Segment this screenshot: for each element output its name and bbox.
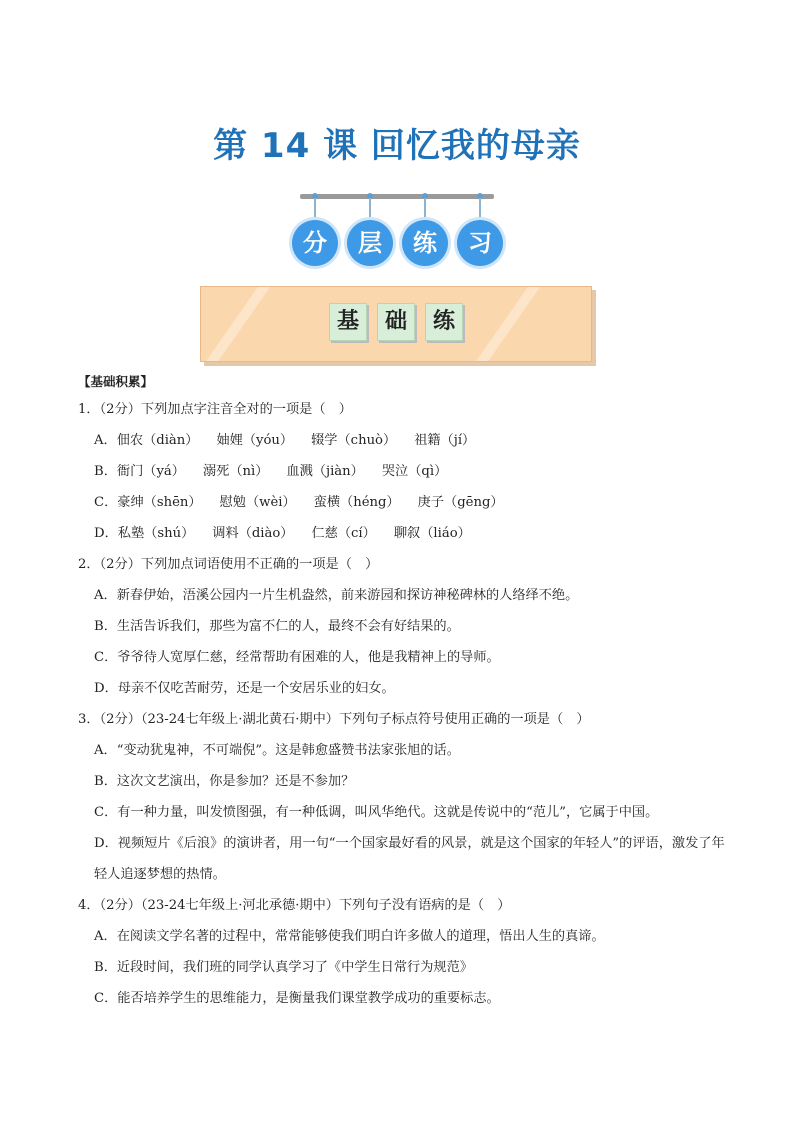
question-4-option-a: A．在阅读文学名著的过程中，常常能够使我们明白许多做人的道理，悟出人生的真谛。 [94, 929, 605, 944]
question-3-option-c: C．有一种力量，叫发愤图强，有一种低调，叫风华绝代。这就是传说中的“范儿”，它属于中国。 [94, 805, 659, 820]
circle-ceng: 层 [347, 220, 393, 266]
option-word: 蛮横（héng） [313, 495, 400, 510]
circle-xi: 习 [457, 220, 503, 266]
page-title: 第 14 课 回忆我的母亲 [213, 126, 581, 166]
section-banner [200, 286, 592, 362]
option-word: 调料（diào） [212, 526, 294, 541]
banner-tile: 练 [425, 303, 463, 341]
question-1-stem: 1．（2分）下列加点字注音全对的一项是（ ） [78, 402, 352, 417]
option-word: 庚子（gēng） [417, 495, 504, 510]
option-word: C．豪绅（shēn） [94, 495, 202, 510]
option-word: 哭泣（qì） [381, 464, 448, 479]
question-2-option-a: A．新春伊始，浯溪公园内一片生机盎然，前来游园和探访神秘碑林的人络绎不绝。 [94, 588, 579, 603]
circle-lian: 练 [402, 220, 448, 266]
option-word: A．佃农（diàn） [94, 433, 199, 448]
question-3-stem: 3．（2分）（23-24七年级上·湖北黄石·期中）下列句子标点符号使用正确的一项是（ ） [78, 712, 590, 727]
question-2-stem: 2．（2分）下列加点词语使用不正确的一项是（ ） [78, 557, 379, 572]
question-1-option-c [78, 487, 728, 518]
option-word: 辍学（chuò） [311, 433, 397, 448]
circle-fen: 分 [292, 220, 338, 266]
exercise-content [78, 370, 728, 1014]
banner-tile: 础 [377, 303, 415, 341]
question-4-option-b: B．近段时间，我们班的同学认真学习了《中学生日常行为规范》 [94, 960, 473, 975]
question-3-option-b: B．这次文艺演出，你是参加？还是不参加？ [94, 774, 355, 789]
banner-label [201, 303, 591, 341]
question-4-option-c: C．能否培养学生的思维能力，是衡量我们课堂教学成功的重要标志。 [94, 991, 500, 1006]
option-word: 仁慈（cí） [311, 526, 376, 541]
option-word: 慰勉（wèi） [219, 495, 296, 510]
banner-tile: 基 [329, 303, 367, 341]
option-word: 溺死（nì） [202, 464, 269, 479]
option-word: 祖籍（jí） [414, 433, 476, 448]
section-heading: 【基础积累】 [78, 374, 154, 389]
question-1-option-d [78, 518, 728, 549]
option-word: 聊叙（liáo） [393, 526, 471, 541]
hanger-bar [300, 194, 494, 199]
question-3-option-a: A．“变动犹鬼神，不可端倪”。这是韩愈盛赞书法家张旭的话。 [94, 743, 460, 758]
question-3-option-d: D．视频短片《后浪》的演讲者，用一句“一个国家最好看的风景，就是这个国家的年轻人”的评语，激发了年轻人追逐梦想的热情。 [94, 836, 725, 882]
option-word: D．私塾（shú） [94, 526, 195, 541]
option-word: 妯娌（yóu） [216, 433, 294, 448]
question-1-option-a [78, 425, 728, 456]
question-4-stem: 4．（2分）（23-24七年级上·河北承德·期中）下列句子没有语病的是（ ） [78, 898, 511, 913]
option-word: 血溅（jiàn） [286, 464, 364, 479]
question-2-option-c: C．爷爷待人宽厚仁慈，经常帮助有困难的人，他是我精神上的导师。 [94, 650, 500, 665]
option-word: B．衙门（yá） [94, 464, 185, 479]
question-2-option-d: D．母亲不仅吃苦耐劳，还是一个安居乐业的妇女。 [94, 681, 395, 696]
question-1-option-b [78, 456, 728, 487]
question-2-option-b: B．生活告诉我们，那些为富不仁的人，最终不会有好结果的。 [94, 619, 460, 634]
